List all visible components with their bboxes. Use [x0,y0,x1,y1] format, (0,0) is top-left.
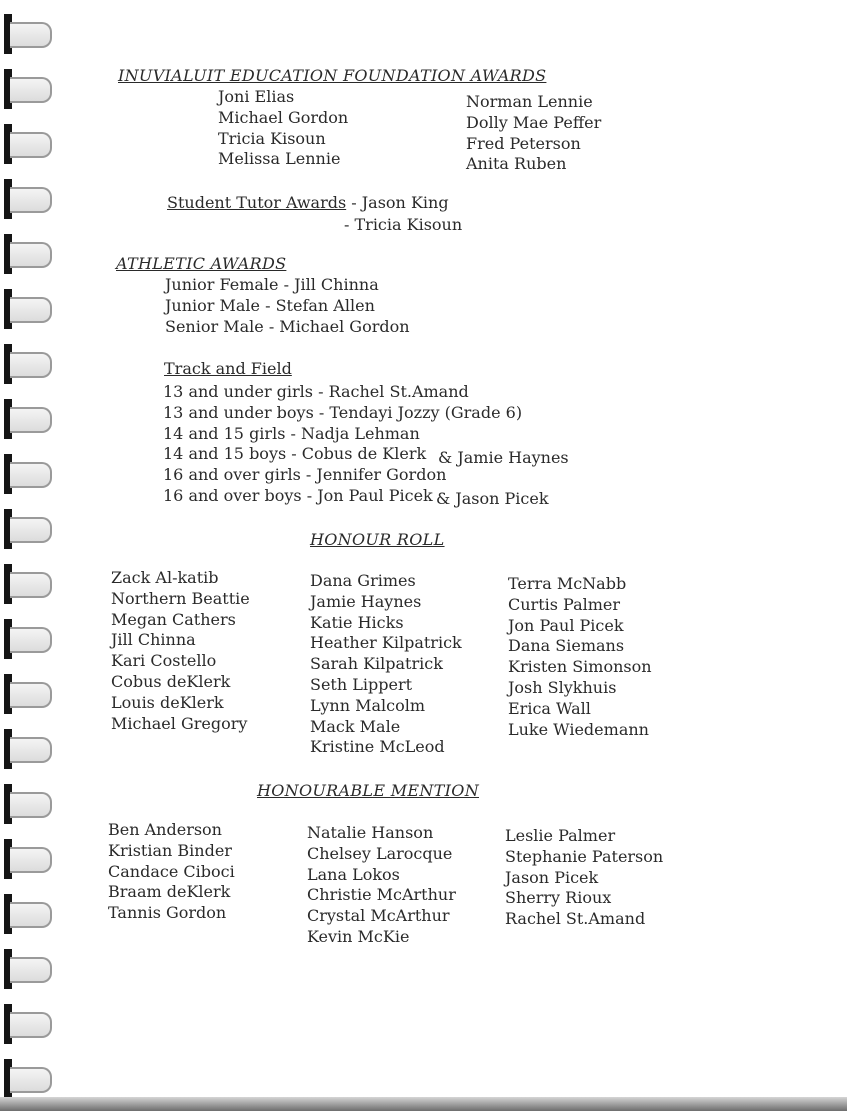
list-item: Kevin McKie [307,926,410,946]
binding-ring [10,737,52,763]
list-item: Curtis Palmer [508,594,621,614]
binding-ring [10,352,52,378]
binding-ring [10,957,52,983]
list-item: Kristen Simonson [508,657,652,677]
mention-column-1 [108,820,235,924]
list-item: Junior Female - Jill Chinna [165,275,379,294]
binding-ring [10,407,52,433]
tutor-awards-label: Student Tutor Awards [167,193,347,212]
list-item: Katie Hicks [310,612,404,632]
list-item: Northern Beattie [111,588,250,608]
track-heading: Track and Field [164,359,292,378]
list-item: 13 and under boys - Tendayi Jozzy (Grade 6) [163,402,523,422]
list-item: Lynn Malcolm [310,695,425,715]
binding-ring [10,682,52,708]
list-item: Rachel St.Amand [505,909,646,929]
list-item: 16 and over girls - Jennifer Gordon [163,465,447,485]
binding-ring [10,77,52,103]
binding-ring [10,187,52,213]
binding-ring [10,902,52,928]
binding-ring [10,517,52,543]
list-item: Kristian Binder [108,840,232,860]
list-item: Chelsey Larocque [307,843,453,863]
list-item: Erica Wall [508,698,591,718]
honour-roll-column-1 [111,568,250,734]
honour-roll-column-3 [508,574,652,740]
list-item: Braam deKlerk [108,882,231,902]
spiral-binding [0,0,56,1111]
list-item: Terra McNabb [508,574,627,593]
list-item: Leslie Palmer [505,826,616,845]
list-item: Sarah Kilpatrick [310,654,443,674]
list-item: Joni Elias [218,87,295,106]
honour-roll-column-2 [310,571,462,758]
list-item: Sherry Rioux [505,888,612,908]
mention-column-3 [505,826,663,930]
list-item: Kari Costello [111,651,217,671]
list-item: Tricia Kisoun [218,128,326,148]
list-item: Cobus deKlerk [111,671,231,691]
list-item: Christie McArthur [307,885,456,905]
list-item: 14 and 15 boys - Cobus de Klerk [163,444,427,464]
list-item: Crystal McArthur [307,906,450,926]
track-partner-2: & Jason Picek [436,489,549,508]
list-item: Dana Grimes [310,571,416,590]
binding-ring [10,132,52,158]
list-item: Lana Lokos [307,864,400,884]
list-item: Anita Ruben [466,154,567,174]
list-item: Norman Lennie [466,92,593,111]
ieef-heading: INUVIALUIT EDUCATION FOUNDATION AWARDS [118,66,547,85]
page-bottom-shadow [0,1097,847,1111]
list-item: Candace Ciboci [108,861,235,881]
list-item: 13 and under girls - Rachel St.Amand [163,382,469,401]
list-item: Louis deKlerk [111,692,224,712]
list-item: 14 and 15 girls - Nadja Lehman [163,423,420,443]
mention-column-2 [307,823,456,948]
list-item: Jamie Haynes [310,591,422,611]
list-item: Senior Male - Michael Gordon [165,316,410,336]
list-item: Dana Siemans [508,636,625,656]
list-item: Michael Gregory [111,713,248,733]
tutor-awards-line-1 [167,193,449,213]
list-item: Zack Al-katib [111,568,219,587]
list-item: Jason Picek [505,867,599,887]
binding-ring [10,1067,52,1093]
list-item: Luke Wiedemann [508,719,649,739]
list-item: Melissa Lennie [218,149,341,169]
binding-ring [10,22,52,48]
ieef-column-1 [218,87,348,170]
list-item: Seth Lippert [310,674,413,694]
binding-ring [10,627,52,653]
list-item: Kristine McLeod [310,737,445,757]
list-item: Natalie Hanson [307,823,434,842]
tutor-award-1: - Jason King [346,193,449,212]
binding-ring [10,572,52,598]
ieef-column-2 [466,92,601,175]
list-item: Megan Cathers [111,609,236,629]
list-item: Stephanie Paterson [505,846,664,866]
honourable-mention-heading: HONOURABLE MENTION [257,781,479,800]
athletic-heading: ATHLETIC AWARDS [116,254,287,273]
list-item: Mack Male [310,716,401,736]
track-partner-1: & Jamie Haynes [438,448,569,467]
list-item: Jill Chinna [111,630,196,650]
athletic-list [165,275,410,337]
binding-ring [10,242,52,268]
binding-ring [10,792,52,818]
list-item: Heather Kilpatrick [310,633,462,653]
binding-ring [10,462,52,488]
tutor-award-2: - Tricia Kisoun [344,215,463,234]
list-item: Dolly Mae Peffer [466,112,602,132]
list-item: Tannis Gordon [108,903,227,923]
list-item: Ben Anderson [108,820,222,839]
list-item: 16 and over boys - Jon Paul Picek [163,485,433,505]
list-item: Junior Male - Stefan Allen [165,295,375,315]
binding-ring [10,297,52,323]
binding-ring [10,1012,52,1038]
honour-roll-heading: HONOUR ROLL [310,530,445,549]
binding-ring [10,847,52,873]
list-item: Michael Gordon [218,107,349,127]
list-item: Fred Peterson [466,133,581,153]
list-item: Josh Slykhuis [508,677,617,697]
list-item: Jon Paul Picek [508,615,624,635]
